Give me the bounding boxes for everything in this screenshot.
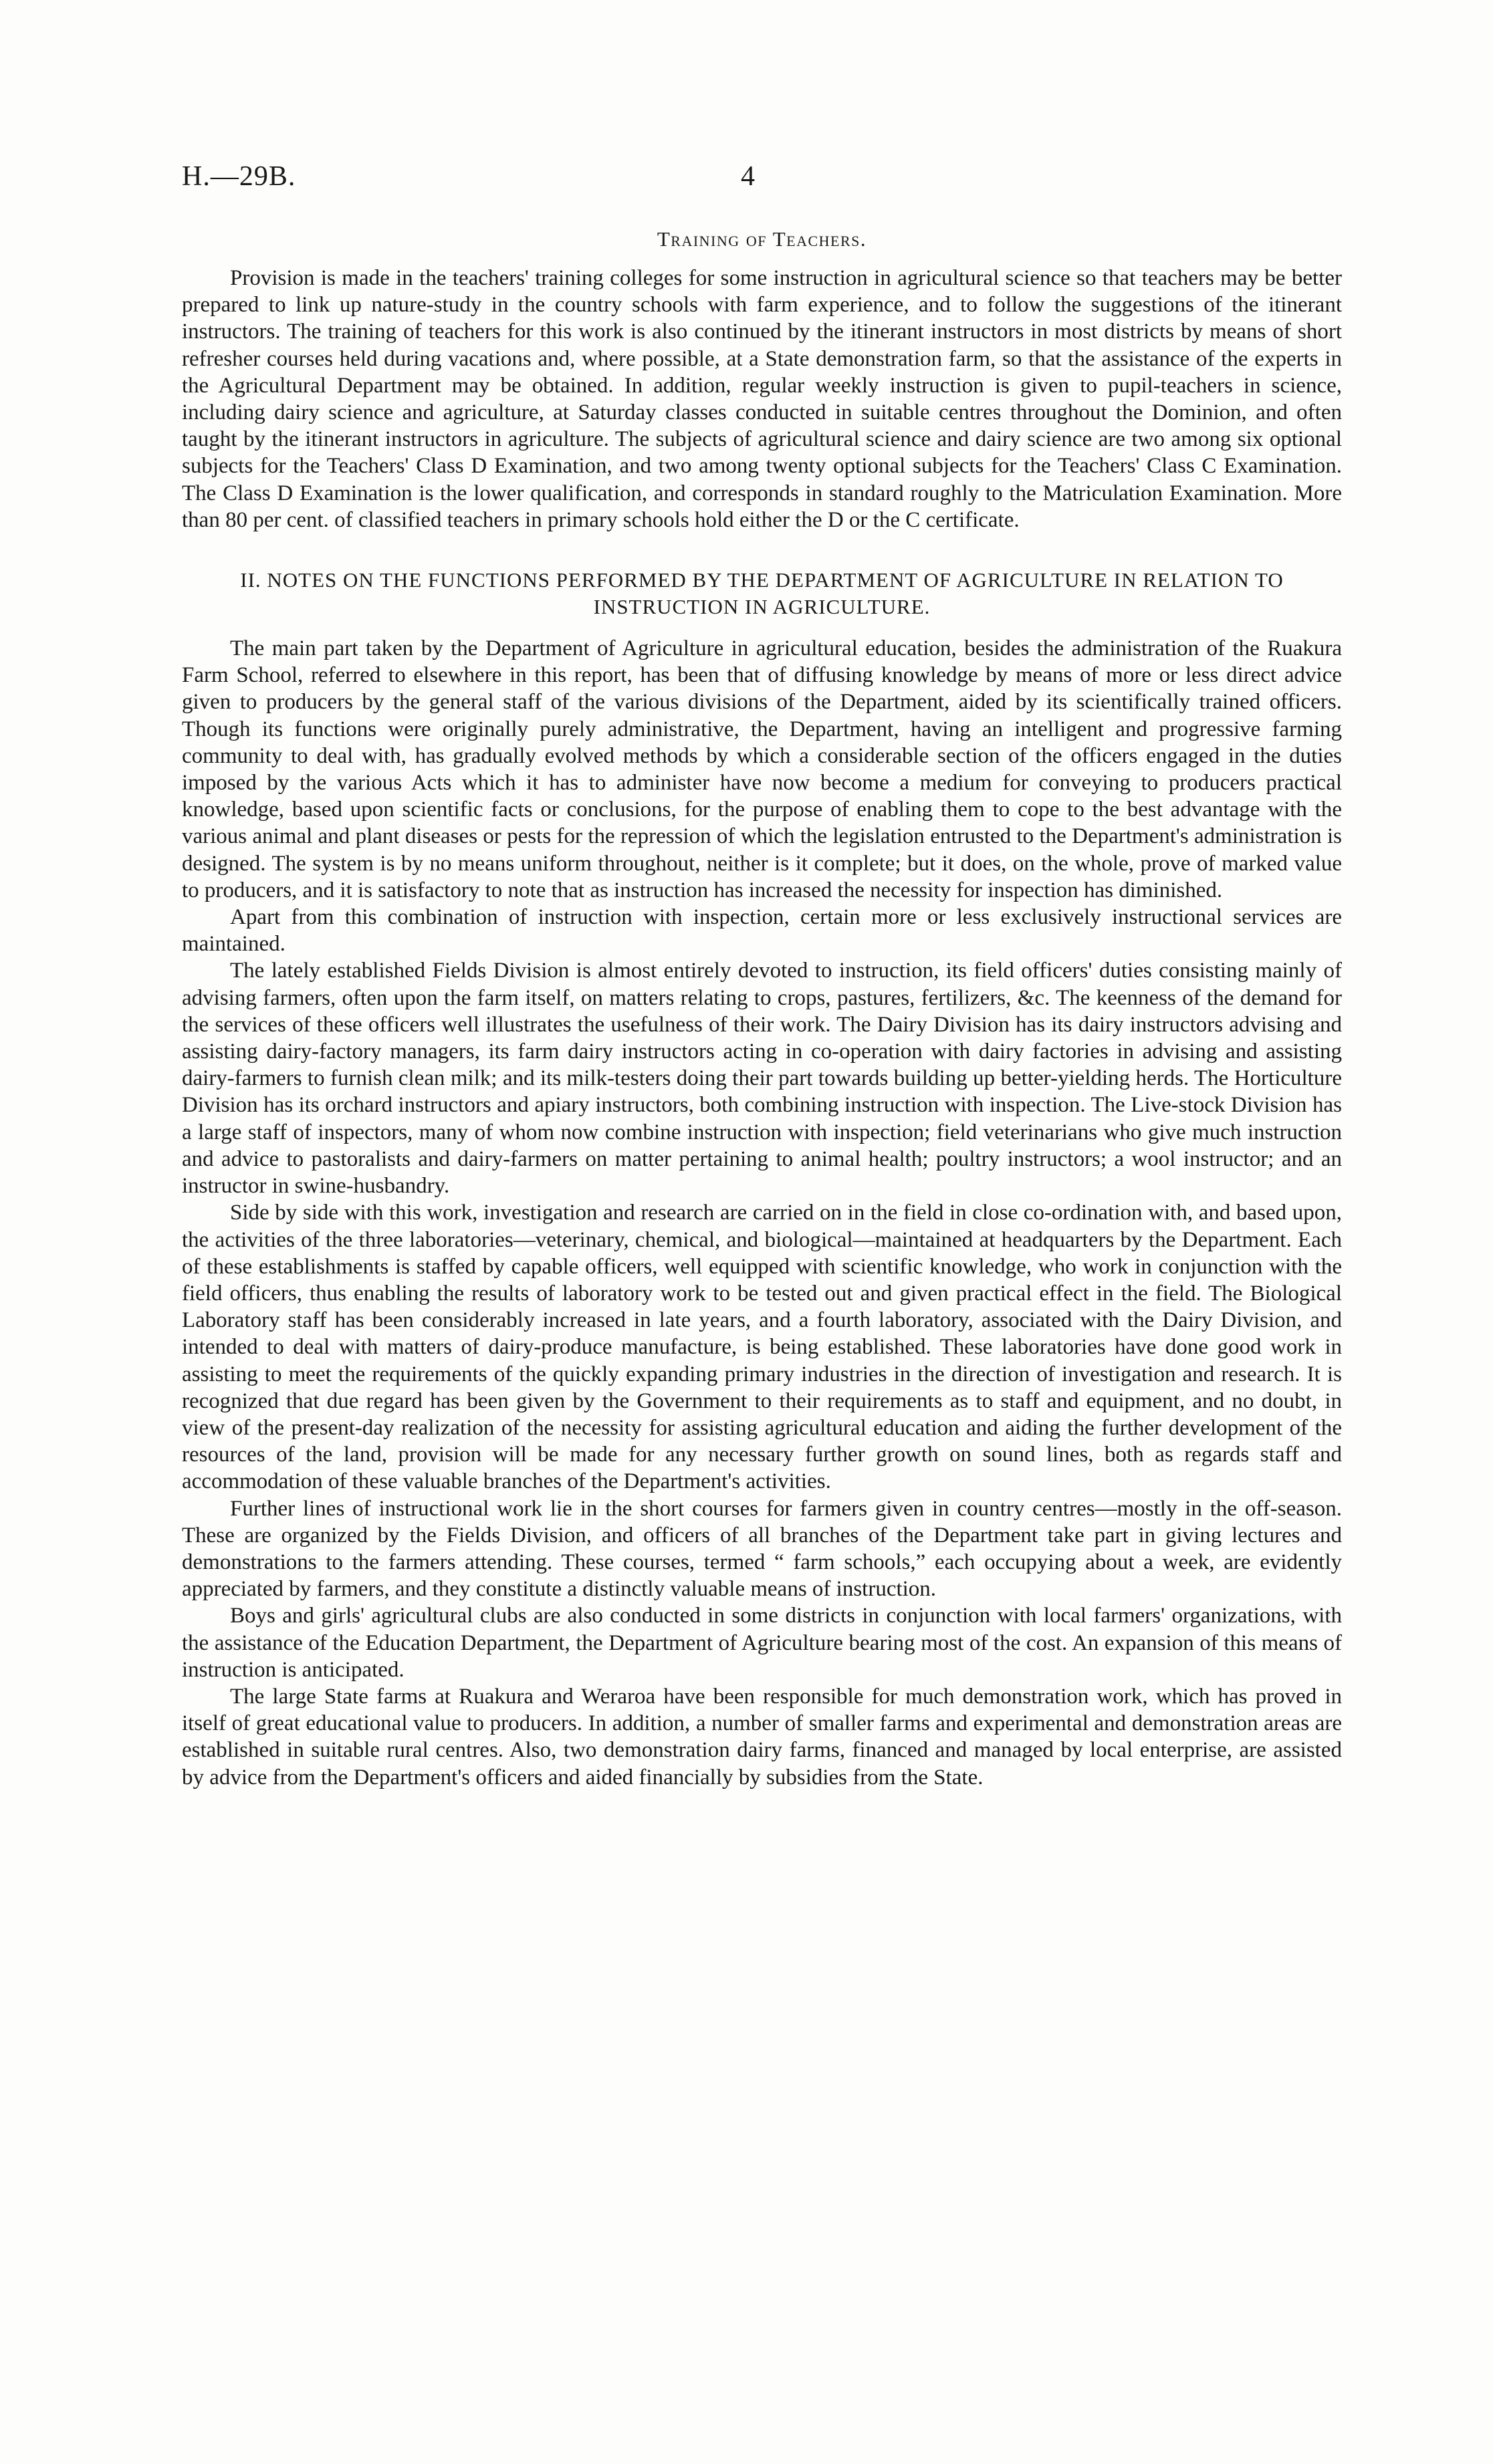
page-content — [182, 227, 1342, 1791]
section-title-training: Training of Teachers. — [657, 227, 867, 251]
document-reference: H.—29B. — [182, 161, 296, 192]
paragraph: Apart from this combination of instruction with inspection, certain more or less exclusively instructional services are maintained. — [182, 905, 1342, 957]
page-number: 4 — [741, 161, 755, 192]
paragraph: Provision is made in the teachers' training colleges for some instruction in agricultural science so that teachers may be better prepared to link up nature-study in the country schools with farm experience, and to follow the suggestions of the itinerant instructors. The training of teachers for this work is also continued by the itinerant instructors in most districts by means of short refresher courses held during vacations and, where possible, at a State demonstration farm, so that the assistance of the experts in the Agricultural Department may be obtained. In addition, regular weekly instruction is given to pupil-teachers in science, including dairy science and agriculture, at Saturday classes conducted in suitable centres throughout the Dominion, and often taught by the itinerant instructors in agriculture. The subjects of agricultural science and dairy science are two among six optional subjects for the Teachers' Class D Examination, and two among twenty optional subjects for the Teachers' Class C Examination. The Class D Examination is the lower qualification, and corresponds in standard roughly to the Matriculation Examination. More than 80 per cent. of classified teachers in primary schools hold either the D or the C certificate. — [182, 266, 1342, 532]
paragraph: The large State farms at Ruakura and Weraroa have been responsible for much demonstration work, which has proved in itself of great educational value to producers. In addition, a number of smaller farms and experimental and demonstration areas are established in suitable rural centres. Also, two demonstration dairy farms, financed and managed by local enterprise, are assisted by advice from the Department's officers and aided financially by subsidies from the State. — [182, 1684, 1342, 1790]
paragraph: Boys and girls' agricultural clubs are also conducted in some districts in conjunction with local farmers' organizations, with the assistance of the Education Department, the Department of Agriculture bearing most of the cost. An expansion of this means of instruction is anticipated. — [182, 1604, 1342, 1682]
section-heading-notes: II. NOTES ON THE FUNCTIONS PERFORMED BY THE DEPARTMENT OF AGRICULTURE IN RELATION TO INSTRUCTION IN AGRICULTURE. — [240, 568, 1284, 619]
paragraph: The lately established Fields Division is almost entirely devoted to instruction, its field officers' duties consisting mainly of advising farmers, often upon the farm itself, on matters relating to crops, pastures, fertilizers, &c. The keenness of the demand for the services of these officers well illustrates the usefulness of their work. The Dairy Division has its dairy instructors advising and assisting dairy-factory managers, its farm dairy instructors acting in co-operation with dairy factories in advising and assisting dairy-farmers to furnish clean milk; and its milk-testers doing their part towards building up better-yielding herds. The Horticulture Division has its orchard instructors and apiary instructors, both combining instruction with inspection. The Live-stock Division has a large staff of inspectors, many of whom now combine instruction with inspection; field veterinarians who give much instruction and advice to pastoralists and dairy-farmers on matter pertaining to animal health; poultry instructors; a wool instructor; and an instructor in swine-husbandry. — [182, 959, 1342, 1199]
paragraph: The main part taken by the Department of Agriculture in agricultural education, besides the administration of the Ruakura Farm School, referred to elsewhere in this report, has been that of diffusing knowledge by means of more or less direct advice given to producers by the general staff of the various divisions of the Department, aided by its scientifically trained officers. Though its functions were originally purely administrative, the Department, having an intelligent and progressive farming community to deal with, has gradually evolved methods by which a considerable section of the officers engaged in the duties imposed by the various Acts which it has to administer have now become a medium for conveying to producers practical knowledge, based upon scientific facts or conclusions, for the purpose of enabling them to cope to the best advantage with the various animal and plant diseases or pests for the repression of which the legislation entrusted to the Department's administration is designed. The system is by no means uniform throughout, neither is it complete; but it does, on the whole, prove of marked value to producers, and it is satisfactory to note that as instruction has increased the necessity for inspection has diminished. — [182, 636, 1342, 902]
page-header — [182, 160, 1342, 201]
paragraph: Further lines of instructional work lie in the short courses for farmers given in country centres—mostly in the off-season. These are organized by the Fields Division, and officers of all branches of the Department take part in giving lectures and demonstrations to the farmers attending. These courses, termed “ farm schools,” each occupying about a week, are evidently appreciated by farmers, and they constitute a distinctly valuable means of instruction. — [182, 1496, 1342, 1602]
section-divider — [182, 533, 1342, 567]
paragraph: Side by side with this work, investigation and research are carried on in the field in close co-ordination with, and based upon, the activities of the three laboratories—veterinary, chemical, and biological—maintained at headquarters by the Department. Each of these establishments is staffed by capable officers, well equipped with scientific knowledge, who work in conjunction with the field officers, thus enabling the results of laboratory work to be tested out and given practical effect in the field. The Biological Laboratory staff has been considerably increased in late years, and a fourth laboratory, associated with the Dairy Division, and intended to deal with matters of dairy-produce manufacture, is being established. These laboratories have done good work in assisting to meet the requirements of the quickly expanding primary industries in the direction of investigation and research. It is recognized that due regard has been given by the Government to their requirements as to staff and equipment, and no doubt, in view of the present-day realization of the necessity for assisting agricultural education and aiding the further development of the resources of the land, provision will be made for any necessary further growth on sound lines, both as regards staff and accommodation of these valuable branches of the Department's activities. — [182, 1201, 1342, 1494]
